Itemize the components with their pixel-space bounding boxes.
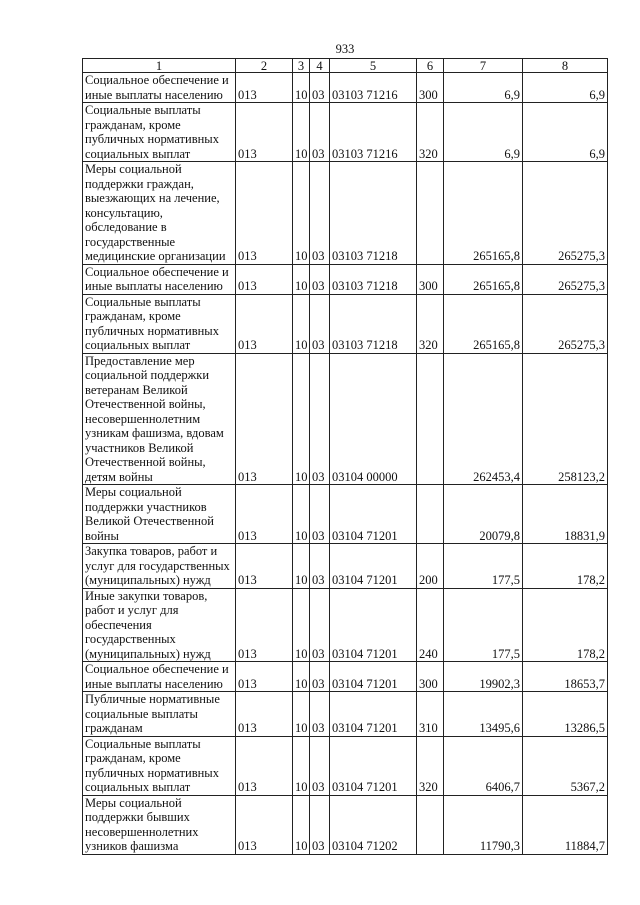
section-code: 10 [293, 353, 310, 485]
subsection-code: 03 [310, 736, 330, 795]
expense-type-code [417, 485, 444, 544]
target-article-code: 03104 71201 [330, 485, 417, 544]
subsection-code: 03 [310, 73, 330, 103]
amount-col7: 6406,7 [444, 736, 523, 795]
subsection-code: 03 [310, 162, 330, 265]
ved-code: 013 [236, 103, 293, 162]
target-article-code: 03103 71218 [330, 162, 417, 265]
ved-code: 013 [236, 588, 293, 662]
ved-code: 013 [236, 353, 293, 485]
target-article-code: 03103 71216 [330, 103, 417, 162]
table-row [83, 692, 608, 737]
target-article-code: 03104 71201 [330, 544, 417, 589]
row-name: Меры социальной поддержки участников Великой Отечественной войны [83, 485, 236, 544]
amount-col8: 13286,5 [523, 692, 608, 737]
ved-code: 013 [236, 264, 293, 294]
amount-col7: 13495,6 [444, 692, 523, 737]
amount-col8: 11884,7 [523, 795, 608, 854]
table-row [83, 103, 608, 162]
row-name: Социальные выплаты гражданам, кроме публичных нормативных социальных выплат [83, 736, 236, 795]
table-row [83, 588, 608, 662]
subsection-code: 03 [310, 485, 330, 544]
row-name: Иные закупки товаров, работ и услуг для обеспечения государственных (муниципальных) нужд [83, 588, 236, 662]
section-code: 10 [293, 162, 310, 265]
amount-col8: 265275,3 [523, 294, 608, 353]
amount-col7: 11790,3 [444, 795, 523, 854]
table-row [83, 795, 608, 854]
ved-code: 013 [236, 162, 293, 265]
amount-col7: 265165,8 [444, 264, 523, 294]
column-header: 6 [417, 59, 444, 73]
subsection-code: 03 [310, 294, 330, 353]
expense-type-code: 300 [417, 73, 444, 103]
section-code: 10 [293, 662, 310, 692]
budget-table [82, 58, 608, 855]
amount-col7: 265165,8 [444, 294, 523, 353]
table-row [83, 485, 608, 544]
section-code: 10 [293, 692, 310, 737]
row-name: Социальное обеспечение и иные выплаты населению [83, 264, 236, 294]
table-row [83, 353, 608, 485]
column-header: 2 [236, 59, 293, 73]
target-article-code: 03104 71201 [330, 588, 417, 662]
expense-type-code: 320 [417, 294, 444, 353]
table-row [83, 73, 608, 103]
expense-type-code: 200 [417, 544, 444, 589]
amount-col8: 18653,7 [523, 662, 608, 692]
amount-col8: 18831,9 [523, 485, 608, 544]
amount-col7: 6,9 [444, 103, 523, 162]
section-code: 10 [293, 795, 310, 854]
amount-col7: 6,9 [444, 73, 523, 103]
subsection-code: 03 [310, 103, 330, 162]
table-row [83, 662, 608, 692]
target-article-code: 03104 71201 [330, 662, 417, 692]
target-article-code: 03104 00000 [330, 353, 417, 485]
row-name: Социальные выплаты гражданам, кроме публичных нормативных социальных выплат [83, 294, 236, 353]
target-article-code: 03103 71216 [330, 73, 417, 103]
amount-col7: 177,5 [444, 544, 523, 589]
section-code: 10 [293, 485, 310, 544]
amount-col7: 262453,4 [444, 353, 523, 485]
expense-type-code: 310 [417, 692, 444, 737]
ved-code: 013 [236, 736, 293, 795]
expense-type-code: 240 [417, 588, 444, 662]
amount-col8: 5367,2 [523, 736, 608, 795]
subsection-code: 03 [310, 692, 330, 737]
amount-col8: 265275,3 [523, 264, 608, 294]
table-row [83, 294, 608, 353]
section-code: 10 [293, 736, 310, 795]
table-row [83, 736, 608, 795]
header-row [83, 59, 608, 73]
subsection-code: 03 [310, 588, 330, 662]
ved-code: 013 [236, 692, 293, 737]
ved-code: 013 [236, 485, 293, 544]
row-name: Меры социальной поддержки граждан, выезжающих на лечение, консультацию, обследование в государственные медицинские организации [83, 162, 236, 265]
row-name: Социальные выплаты гражданам, кроме публичных нормативных социальных выплат [83, 103, 236, 162]
expense-type-code [417, 795, 444, 854]
subsection-code: 03 [310, 353, 330, 485]
expense-type-code [417, 353, 444, 485]
ved-code: 013 [236, 544, 293, 589]
column-header: 5 [330, 59, 417, 73]
row-name: Социальное обеспечение и иные выплаты населению [83, 73, 236, 103]
amount-col8: 265275,3 [523, 162, 608, 265]
target-article-code: 03104 71201 [330, 692, 417, 737]
section-code: 10 [293, 103, 310, 162]
section-code: 10 [293, 294, 310, 353]
expense-type-code: 300 [417, 662, 444, 692]
section-code: 10 [293, 264, 310, 294]
row-name: Закупка товаров, работ и услуг для государственных (муниципальных) нужд [83, 544, 236, 589]
subsection-code: 03 [310, 795, 330, 854]
amount-col8: 6,9 [523, 103, 608, 162]
target-article-code: 03104 71202 [330, 795, 417, 854]
subsection-code: 03 [310, 662, 330, 692]
section-code: 10 [293, 73, 310, 103]
table-row [83, 544, 608, 589]
ved-code: 013 [236, 294, 293, 353]
column-header: 4 [310, 59, 330, 73]
target-article-code: 03104 71201 [330, 736, 417, 795]
expense-type-code: 300 [417, 264, 444, 294]
amount-col7: 177,5 [444, 588, 523, 662]
section-code: 10 [293, 588, 310, 662]
section-code: 10 [293, 544, 310, 589]
row-name: Публичные нормативные социальные выплаты гражданам [83, 692, 236, 737]
table-row [83, 264, 608, 294]
page-number: 933 [335, 42, 355, 56]
target-article-code: 03103 71218 [330, 264, 417, 294]
column-header: 1 [83, 59, 236, 73]
amount-col7: 19902,3 [444, 662, 523, 692]
table-row [83, 162, 608, 265]
ved-code: 013 [236, 662, 293, 692]
column-header: 7 [444, 59, 523, 73]
expense-type-code: 320 [417, 103, 444, 162]
amount-col8: 258123,2 [523, 353, 608, 485]
ved-code: 013 [236, 795, 293, 854]
amount-col8: 6,9 [523, 73, 608, 103]
column-header: 8 [523, 59, 608, 73]
row-name: Предоставление мер социальной поддержки ветеранам Великой Отечественной войны, несовершеннолетним узникам фашизма, вдовам участников Великой Отечественной войны, детям войны [83, 353, 236, 485]
expense-type-code [417, 162, 444, 265]
amount-col8: 178,2 [523, 544, 608, 589]
subsection-code: 03 [310, 544, 330, 589]
expense-type-code: 320 [417, 736, 444, 795]
amount-col8: 178,2 [523, 588, 608, 662]
target-article-code: 03103 71218 [330, 294, 417, 353]
subsection-code: 03 [310, 264, 330, 294]
ved-code: 013 [236, 73, 293, 103]
row-name: Социальное обеспечение и иные выплаты населению [83, 662, 236, 692]
amount-col7: 265165,8 [444, 162, 523, 265]
row-name: Меры социальной поддержки бывших несовершеннолетних узников фашизма [83, 795, 236, 854]
column-header: 3 [293, 59, 310, 73]
amount-col7: 20079,8 [444, 485, 523, 544]
